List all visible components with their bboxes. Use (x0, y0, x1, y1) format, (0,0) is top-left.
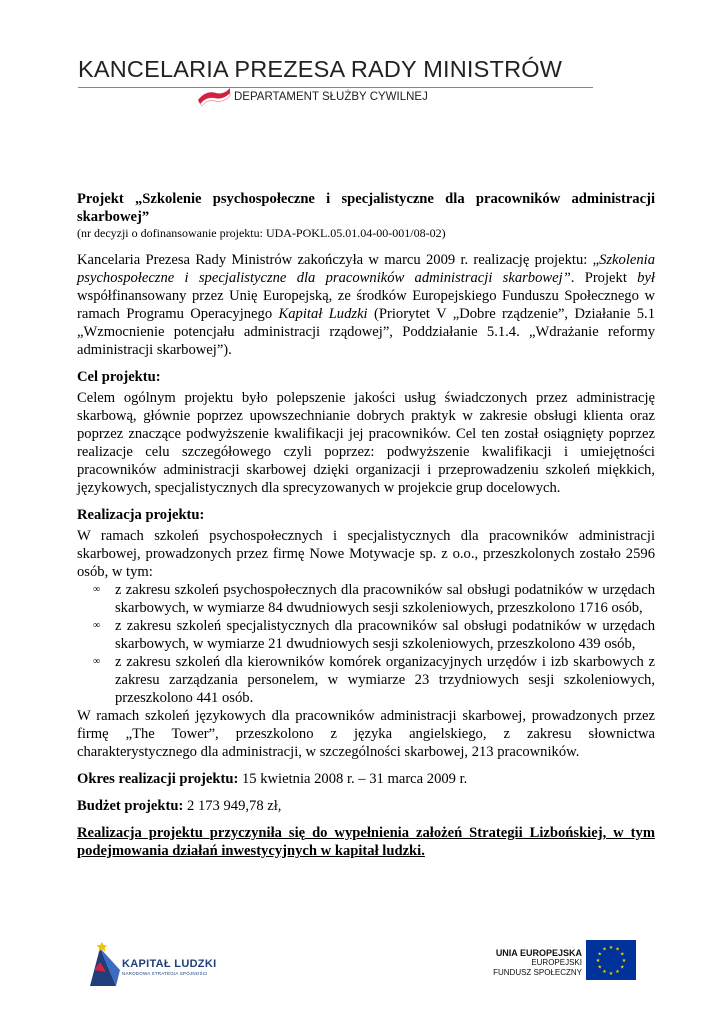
list-item: ∞ z zakresu szkoleń psychospołecznych dla pracowników sal obsługi podatników w urzędach skarbowych, w wymiarze 84 dwudniowych sesji szkoleniowych, przeszkolono 1716 osób, (93, 582, 655, 616)
eu-line1: EUROPEJSKI (531, 958, 582, 967)
eu-star-icon: ★ (621, 957, 627, 964)
list-item: ∞ z zakresu szkoleń specjalistycznych dla pracowników sal obsługi podatników w urzędach skarbowych, w wymiarze 21 dwudniowych sesji szkoleniowych, przeszkolono 439 osób, (93, 618, 655, 652)
list-item: ∞ z zakresu szkoleń dla kierowników komórek organizacyjnych urzędów i izb skarbowych z zakresu zarządzania personelem, w wymiarze 23 trzydniowych sesji szkoleniowych, przeszkolono 441 osób. (93, 654, 655, 706)
eu-star-icon: ★ (602, 946, 607, 953)
eu-star-icon: ★ (608, 944, 614, 951)
eu-star-icon: ★ (620, 964, 625, 971)
kapital-ludzki-caption (122, 958, 216, 976)
kl-subtitle: NARODOWA STRATEGIA SPÓJNOŚCI (122, 971, 208, 976)
decision-number: (nr decyzji o dofinansowanie projektu: UDA-POKL.05.01.04-00-001/08-02) (77, 226, 446, 240)
polish-flag-icon (196, 84, 232, 106)
goal-heading: Cel projektu: (77, 369, 161, 385)
language-training-text: W ramach szkoleń językowych dla pracowników administracji skarbowej, prowadzonych przez firmę „The Tower”, przeszkolono z języka angielskiego, z zakresu słownictwa charakterystycznego dla administracji, w szczególności skarbowej, 213 pracowników. (77, 708, 655, 760)
conclusion-text: Realizacja projektu przyczyniła się do wypełnienia założeń Strategii Lizbońskiej, w tym podejmowania działań inwestycyjnych w kapitał ludzki. (77, 825, 655, 859)
eu-star-icon: ★ (597, 964, 602, 971)
project-intro: Kancelaria Prezesa Rady Ministrów zakończyła w marcu 2009 r. realizację projektu: „Szkolenia psychospołeczne i specjalistyczne dla pracowników administracji skarbowej”. Projekt był współfinansowany przez Unię Europejską, ze środków Europejskiego Funduszu Społecznego w ramach Programu Operacyjnego Kapitał Ludzki (Priorytet V „Dobre rządzenie”, Działanie 5.1 „Wzmocnienie potencjału administracji rządowej”, Poddziałanie 5.1.4. „Wdrażanie reformy administracji skarbowej”). (77, 252, 656, 358)
eu-star-icon: ★ (595, 957, 601, 964)
project-budget: Budżet projektu: 2 173 949,78 zł, (77, 798, 282, 814)
eu-flag-icon (586, 940, 636, 980)
eu-star-icon: ★ (620, 951, 625, 958)
infinity-bullet-icon: ∞ (93, 620, 101, 631)
implementation-heading: Realizacja projektu: (77, 507, 205, 523)
project-title: Projekt „Szkolenie psychospołeczne i specjalistyczne dla pracowników administracji skarbowej” (77, 191, 655, 225)
eu-line2: FUNDUSZ SPOŁECZNY (493, 968, 582, 977)
eu-star-icon: ★ (602, 969, 607, 976)
training-list (77, 581, 655, 707)
eu-title: UNIA EUROPEJSKA (495, 948, 582, 958)
institution-name: KANCELARIA PREZESA RADY MINISTRÓW (78, 56, 563, 82)
goal-text: Celem ogólnym projektu było polepszenie jakości usług świadczonych przez administrację skarbową, głównie poprzez upowszechnianie dobrych praktyk w zakresie obsługi klienta oraz poprzez znaczące podwyższenie kwalifikacji jej pracowników. Cel ten został osiągnięty poprzez realizacje celu szczegółowego czyli poprzez: podwyższenie kwalifikacji i umiejętności pracowników administracji skarbowej dzięki organizacji i przeprowadzeniu szkoleń miękkich, językowych, specjalistycznych dla sprecyzowanych w projekcie grup docelowych. (77, 390, 655, 496)
eu-caption (470, 948, 582, 978)
eu-star-icon: ★ (615, 946, 620, 953)
eu-star-icon: ★ (608, 970, 614, 977)
eu-star-icon: ★ (597, 951, 602, 958)
letterhead-divider (78, 87, 593, 88)
project-period: Okres realizacji projektu: 15 kwietnia 2008 r. – 31 marca 2009 r. (77, 771, 468, 787)
infinity-bullet-icon: ∞ (93, 656, 101, 667)
eu-star-icon: ★ (615, 969, 620, 976)
infinity-bullet-icon: ∞ (93, 584, 101, 595)
department-name: DEPARTAMENT SŁUŻBY CYWILNEJ (234, 91, 428, 103)
document-body (77, 190, 655, 860)
implementation-intro: W ramach szkoleń psychospołecznych i specjalistycznych dla pracowników administracji skarbowej, prowadzonych przez firmę Nowe Motywacje sp. z o.o., przeszkolonych zostało 2596 osób, w tym: (77, 528, 655, 580)
kl-name: KAPITAŁ LUDZKI (122, 958, 217, 970)
